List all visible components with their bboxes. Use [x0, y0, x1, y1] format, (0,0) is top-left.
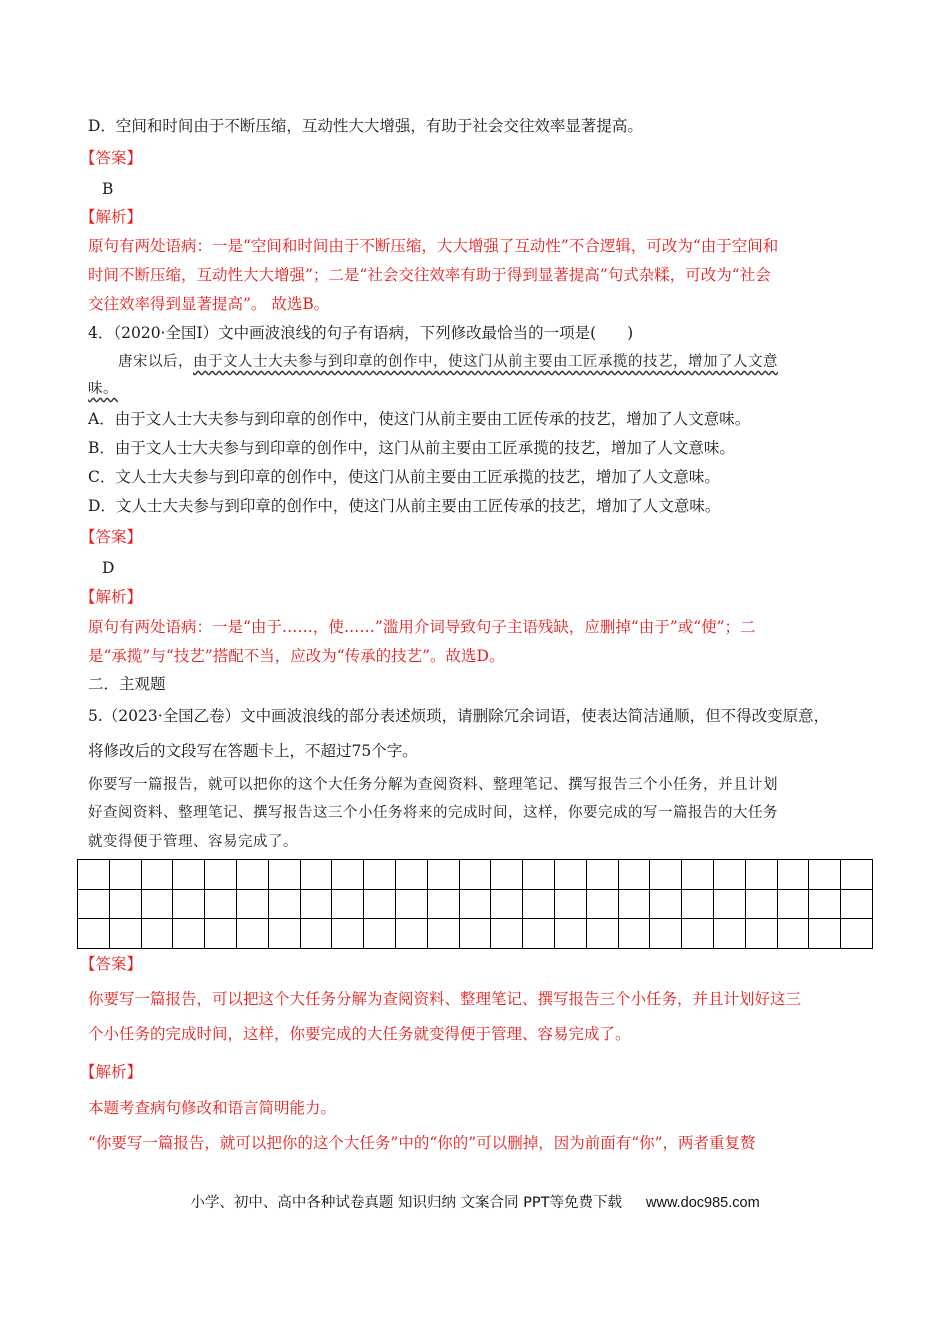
answer-label: 【答案】	[80, 955, 143, 973]
grid-cell	[364, 860, 396, 890]
answer-label: 【答案】	[80, 528, 143, 546]
q4-option-b: B．由于文人士大夫参与到印章的创作中，这门从前主要由工匠承揽的技艺，增加了人文意味。	[88, 439, 735, 457]
answer-writing-grid	[77, 859, 873, 949]
q4-analysis-line: 原句有两处语病：一是“由于……，使……”滥用介词导致句子主语残缺，应删掉“由于”或“使”；二	[88, 618, 756, 636]
grid-cell	[173, 919, 205, 949]
grid-cell	[205, 890, 237, 920]
grid-cell	[841, 890, 873, 920]
grid-cell	[809, 919, 841, 949]
q5-answer-line: 你要写一篇报告，可以把这个大任务分解为查阅资料、整理笔记、撰写报告三个小任务，并且计划好这三	[88, 990, 802, 1008]
grid-cell	[205, 919, 237, 949]
q4-wavy-sentence-end: 味。	[88, 381, 118, 397]
grid-cell	[841, 919, 873, 949]
grid-cell	[142, 860, 174, 890]
footer-url[interactable]: www.doc985.com	[646, 1195, 760, 1211]
analysis-label: 【解析】	[80, 588, 143, 606]
grid-cell	[491, 890, 523, 920]
grid-cell	[778, 919, 810, 949]
grid-cell	[364, 919, 396, 949]
q4-option-c: C．文人士大夫参与到印章的创作中，使这门从前主要由工匠承揽的技艺，增加了人文意味。	[88, 468, 720, 486]
grid-cell	[587, 890, 619, 920]
q4-answer: D	[102, 559, 115, 577]
grid-cell	[428, 919, 460, 949]
q5-analysis-line: “你要写一篇报告，就可以把你的这个大任务”中的“你的”可以删掉，因为前面有“你”，两者重复赘	[88, 1134, 756, 1152]
q4-analysis-line: 是“承揽”与“技艺”搭配不当，应改为“传承的技艺”。故选D。	[88, 647, 505, 665]
grid-cell	[428, 890, 460, 920]
page-footer	[0, 1191, 950, 1212]
grid-cell	[682, 919, 714, 949]
grid-cell	[523, 890, 555, 920]
section-heading: 二．主观题	[88, 675, 166, 693]
grid-cell	[778, 890, 810, 920]
grid-cell	[619, 919, 651, 949]
grid-cell	[460, 860, 492, 890]
q3-answer: B	[102, 180, 114, 198]
grid-cell	[746, 890, 778, 920]
grid-cell	[142, 919, 174, 949]
q4-option-d: D．文人士大夫参与到印章的创作中，使这门从前主要由工匠传承的技艺，增加了人文意味。	[88, 497, 721, 515]
grid-cell	[78, 919, 110, 949]
q4-option-a: A．由于文人士大夫参与到印章的创作中，使这门从前主要由工匠传承的技艺，增加了人文意味。	[88, 410, 751, 428]
grid-cell	[650, 919, 682, 949]
answer-label: 【答案】	[80, 149, 143, 167]
q5-passage-line: 你要写一篇报告，就可以把你的这个大任务分解为查阅资料、整理笔记、撰写报告三个小任务，并且计划	[88, 777, 778, 793]
q5-stem-line: 5.（2023·全国乙卷）文中画波浪线的部分表述烦琐，请删除冗余词语，使表达简洁通顺，但不得改变原意，	[88, 707, 830, 725]
grid-cell	[78, 890, 110, 920]
grid-cell	[332, 890, 364, 920]
q5-passage-line: 好查阅资料、整理笔记、撰写报告这三个小任务将来的完成时间，这样，你要完成的写一篇报告的大任务	[88, 805, 778, 821]
grid-cell	[809, 860, 841, 890]
q4-stem: 4．（2020·全国Ⅰ）文中画波浪线的句子有语病，下列修改最恰当的一项是( )	[88, 324, 634, 342]
grid-cell	[237, 860, 269, 890]
q3-analysis-line: 时间不断压缩，互动性大大增强”；二是“社会交往效率有助于得到显著提高”句式杂糅，可改为“社会	[88, 266, 771, 284]
grid-cell	[523, 860, 555, 890]
grid-cell	[682, 860, 714, 890]
q4-wavy-sentence: 由于文人士大夫参与到印章的创作中，使这门从前主要由工匠承揽的技艺，增加了人文意	[193, 354, 778, 370]
grid-cell	[460, 890, 492, 920]
grid-cell	[332, 919, 364, 949]
q5-passage-line: 就变得便于管理、容易完成了。	[88, 834, 298, 850]
grid-cell	[619, 890, 651, 920]
q3-analysis-line: 原句有两处语病：一是“空间和时间由于不断压缩，大大增强了互动性”不合逻辑，可改为“由于空间和	[88, 237, 779, 255]
grid-cell	[301, 860, 333, 890]
q4-passage-prefix: 唐宋以后，	[118, 354, 193, 370]
grid-cell	[332, 860, 364, 890]
grid-cell	[746, 860, 778, 890]
grid-cell	[173, 890, 205, 920]
grid-cell	[682, 890, 714, 920]
grid-cell	[619, 860, 651, 890]
grid-cell	[809, 890, 841, 920]
grid-cell	[205, 860, 237, 890]
grid-cell	[237, 919, 269, 949]
grid-cell	[555, 890, 587, 920]
grid-cell	[714, 890, 746, 920]
q4-passage	[118, 352, 868, 372]
grid-cell	[237, 890, 269, 920]
q5-stem-line: 将修改后的文段写在答题卡上，不超过75个字。	[88, 742, 418, 760]
grid-cell	[78, 860, 110, 890]
grid-cell	[269, 890, 301, 920]
grid-cell	[364, 890, 396, 920]
grid-cell	[396, 860, 428, 890]
grid-cell	[110, 919, 142, 949]
grid-cell	[491, 860, 523, 890]
grid-cell	[142, 890, 174, 920]
grid-cell	[587, 860, 619, 890]
analysis-label: 【解析】	[80, 1063, 143, 1081]
grid-cell	[714, 919, 746, 949]
grid-cell	[650, 890, 682, 920]
grid-cell	[778, 860, 810, 890]
footer-text: 小学、初中、高中各种试卷真题 知识归纳 文案合同 PPT等免费下载	[190, 1195, 623, 1211]
grid-cell	[841, 860, 873, 890]
grid-cell	[555, 919, 587, 949]
grid-cell	[460, 919, 492, 949]
grid-cell	[110, 860, 142, 890]
q4-passage-cont	[88, 379, 878, 399]
q3-analysis-line: 交往效率得到显著提高”。 故选B。	[88, 295, 330, 313]
grid-cell	[301, 890, 333, 920]
grid-cell	[523, 919, 555, 949]
grid-cell	[555, 860, 587, 890]
grid-cell	[269, 919, 301, 949]
grid-cell	[714, 860, 746, 890]
grid-cell	[110, 890, 142, 920]
grid-cell	[396, 919, 428, 949]
grid-cell	[301, 919, 333, 949]
grid-cell	[396, 890, 428, 920]
grid-cell	[746, 919, 778, 949]
q5-analysis-line: 本题考查病句修改和语言简明能力。	[88, 1099, 337, 1117]
grid-cell	[587, 919, 619, 949]
grid-cell	[269, 860, 301, 890]
grid-cell	[173, 860, 205, 890]
grid-cell	[428, 860, 460, 890]
analysis-label: 【解析】	[80, 208, 143, 226]
option-d-previous: D．空间和时间由于不断压缩，互动性大大增强，有助于社会交往效率显著提高。	[88, 117, 643, 135]
q5-answer-line: 个小任务的完成时间，这样，你要完成的大任务就变得便于管理、容易完成了。	[88, 1025, 631, 1043]
grid-cell	[491, 919, 523, 949]
grid-cell	[650, 860, 682, 890]
